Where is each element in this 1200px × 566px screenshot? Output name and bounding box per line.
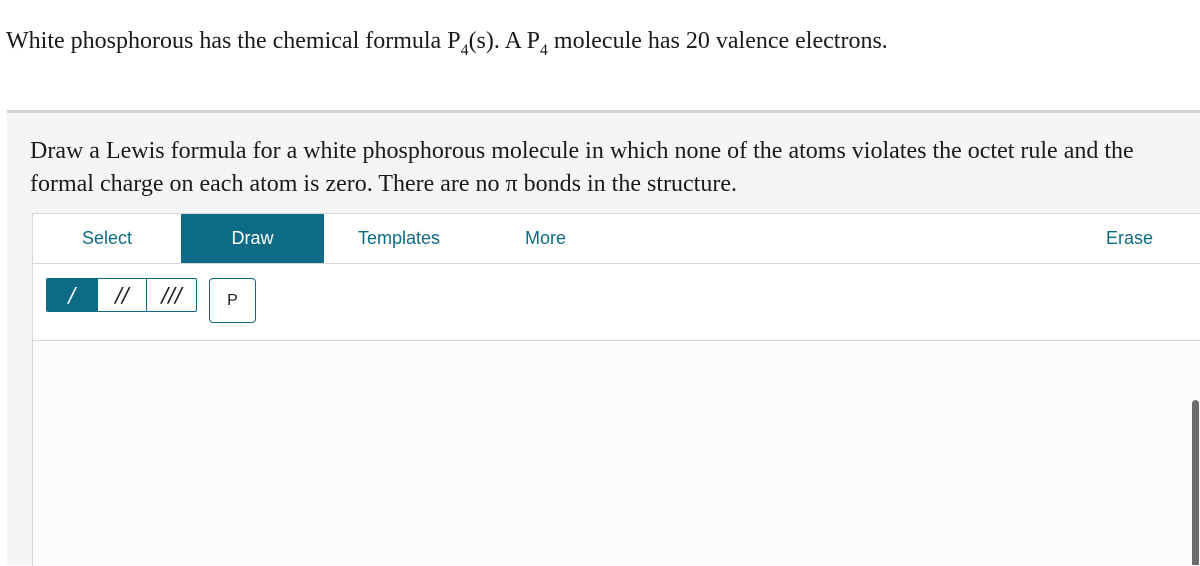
subscript-4-first: 4 — [460, 42, 469, 59]
single-bond-button[interactable]: / — [47, 279, 97, 311]
vertical-scrollbar[interactable] — [1192, 400, 1199, 565]
draw-toolbar — [33, 264, 1200, 341]
erase-tab[interactable]: Erase — [1105, 228, 1154, 248]
draw-tab[interactable]: Draw — [181, 214, 324, 263]
intro-text-1: White phosphorous has the chemical formula P — [6, 28, 461, 54]
triple-bond-button[interactable]: /// — [146, 279, 196, 311]
structure-editor — [32, 213, 1200, 566]
intro-text-3: molecule has 20 valence electrons. — [547, 28, 888, 54]
drawing-canvas[interactable] — [33, 341, 1200, 566]
templates-tab[interactable]: Templates — [357, 228, 441, 248]
select-tab[interactable]: Select — [81, 228, 133, 248]
more-tab[interactable]: More — [524, 228, 566, 248]
subscript-4-second: 4 — [539, 42, 548, 59]
bond-selector — [46, 278, 197, 312]
intro-text-2: (s). A P — [468, 28, 540, 54]
double-bond-button[interactable]: // — [97, 279, 147, 311]
editor-menubar — [33, 214, 1200, 264]
phosphorus-atom-button[interactable]: P — [209, 278, 256, 323]
draw-prompt: Draw a Lewis formula for a white phosphorous molecule in which none of the atoms violates the octet rule and the formal charge on each atom is zero. There are no π bonds in the structure. — [30, 138, 1134, 197]
question-intro — [6, 24, 888, 58]
